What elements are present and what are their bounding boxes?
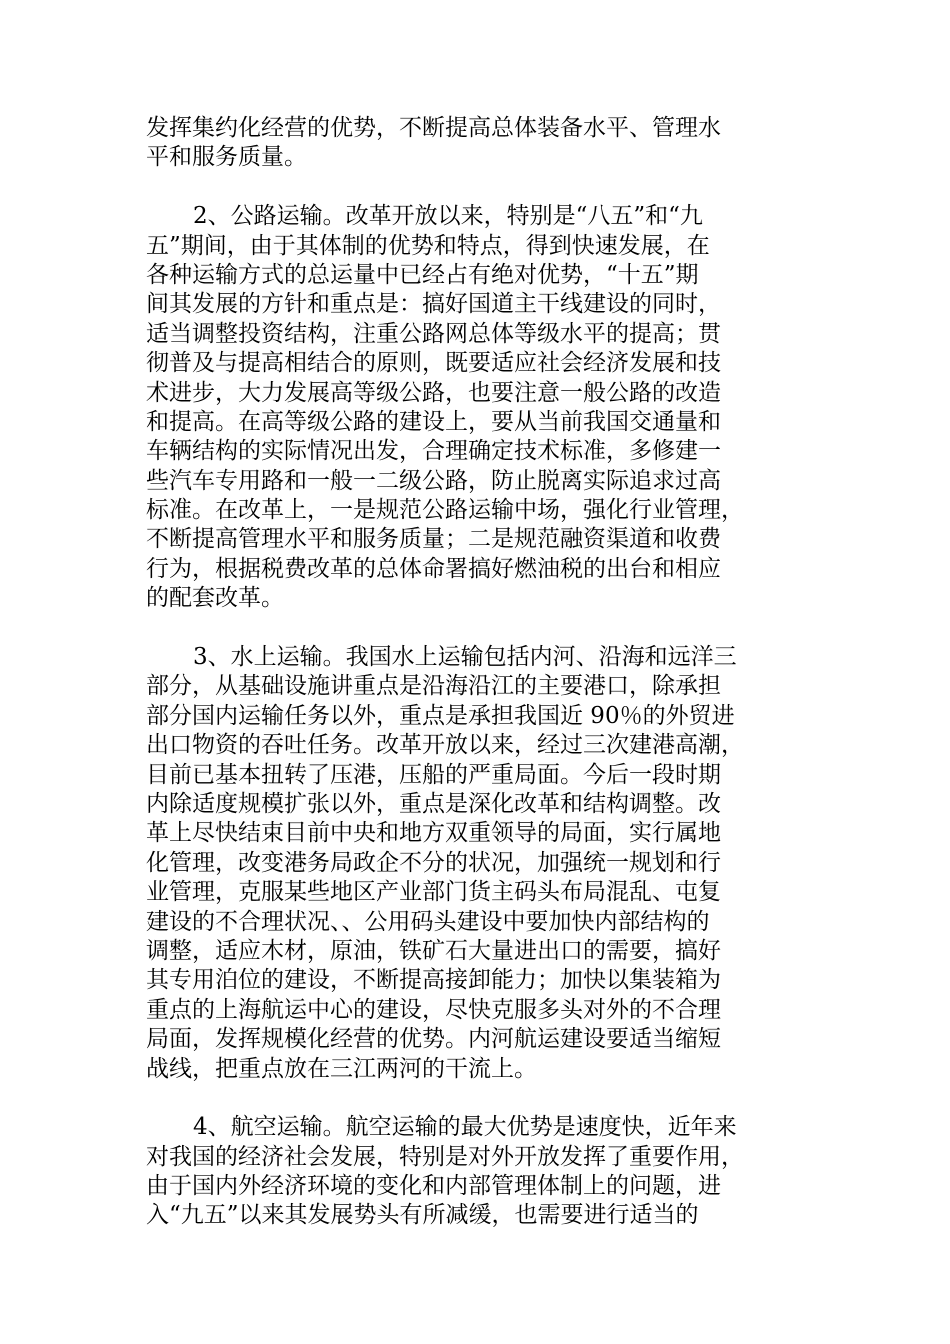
text-line: 由于国内外经济环境的变化和内部管理体制上的问题，进 <box>146 1173 721 1200</box>
text-line: 各种运输方式的总运量中已经占有绝对优势，“十五”期 <box>146 261 699 288</box>
text-line: 平和服务质量。 <box>146 144 307 171</box>
text-line: 目前已基本扭转了压港，压船的严重局面。今后一段时期 <box>146 761 721 788</box>
text-line: 局面，发挥规模化经营的优势。内河航运建设要适当缩短 <box>146 1026 721 1053</box>
text-line: 业管理，克服某些地区产业部门货主码头布局混乱、屯复 <box>146 879 721 906</box>
paragraph-1 <box>146 114 806 173</box>
text-line: 五”期间，由于其体制的优势和特点，得到快速发展，在 <box>146 232 710 259</box>
text-line: 3、水上运输。我国水上运输包括内河、沿海和远洋三 <box>193 644 737 671</box>
document-page <box>146 114 806 1231</box>
text-line: 发挥集约化经营的优势，不断提高总体装备水平、管理水 <box>146 115 721 141</box>
text-line: 革上尽快结束目前中央和地方双重领导的局面，实行属地 <box>146 820 721 847</box>
text-line: 2、公路运输。改革开放以来，特别是“八五”和“九 <box>193 203 703 230</box>
text-line: 标准。在改革上，一是规范公路运输中场，强化行业管理， <box>146 497 744 524</box>
text-line: 内除适度规模扩张以外，重点是深化改革和结构调整。改 <box>146 790 721 817</box>
text-line: 彻普及与提高相结合的原则，既要适应社会经济发展和技 <box>146 350 721 377</box>
paragraph-spacer <box>146 173 806 202</box>
text-line: 和提高。在高等级公路的建设上，要从当前我国交通量和 <box>146 408 721 435</box>
text-line: 化管理，改变港务局政企不分的状况，加强统一规划和行 <box>146 849 721 876</box>
text-line: 出口物资的吞吐任务。改革开放以来，经过三次建港高潮， <box>146 732 744 759</box>
text-line: 战线，把重点放在三江两河的干流上。 <box>146 1055 537 1082</box>
text-line: 部分，从基础设施讲重点是沿海沿江的主要港口，除承担 <box>146 673 721 700</box>
paragraph-3-water-transport <box>146 643 806 1084</box>
text-line: 适当调整投资结构，注重公路网总体等级水平的提高；贯 <box>146 320 721 347</box>
text-line: 调整，适应木材，原油，铁矿石大量进出口的需要，搞好 <box>146 937 721 964</box>
paragraph-spacer <box>146 1084 806 1113</box>
text-line: 重点的上海航运中心的建设，尽快克服多头对外的不合理 <box>146 996 721 1023</box>
text-line: 术进步，大力发展高等级公路，也要注意一般公路的改造 <box>146 379 721 406</box>
text-line: 4、航空运输。航空运输的最大优势是速度快，近年来 <box>193 1114 737 1141</box>
text-line: 入“九五”以来其发展势头有所减缓，也需要进行适当的 <box>146 1202 699 1229</box>
text-line: 其专用泊位的建设，不断提高接卸能力；加快以集装箱为 <box>146 967 721 994</box>
text-line: 部分国内运输任务以外，重点是承担我国近 90％的外贸进 <box>146 702 735 729</box>
text-line: 间其发展的方针和重点是：搞好国道主干线建设的同时， <box>146 291 721 318</box>
text-line: 建设的不合理状况、、公用码头建设中要加快内部结构的 <box>146 908 710 935</box>
text-line: 行为，根据税费改革的总体命署搞好燃油税的出台和相应 <box>146 555 721 582</box>
text-line: 些汽车专用路和一般一二级公路，防止脱离实际追求过高 <box>146 467 721 494</box>
text-line: 不断提高管理水平和服务质量；二是规范融资渠道和收费 <box>146 526 721 553</box>
text-line: 对我国的经济社会发展，特别是对外开放发挥了重要作用， <box>146 1143 744 1170</box>
text-line: 车辆结构的实际情况出发，合理确定技术标准，多修建一 <box>146 438 721 465</box>
paragraph-2-road-transport <box>146 202 806 613</box>
text-line: 的配套改革。 <box>146 585 284 612</box>
paragraph-spacer <box>146 614 806 643</box>
paragraph-4-air-transport <box>146 1113 806 1231</box>
